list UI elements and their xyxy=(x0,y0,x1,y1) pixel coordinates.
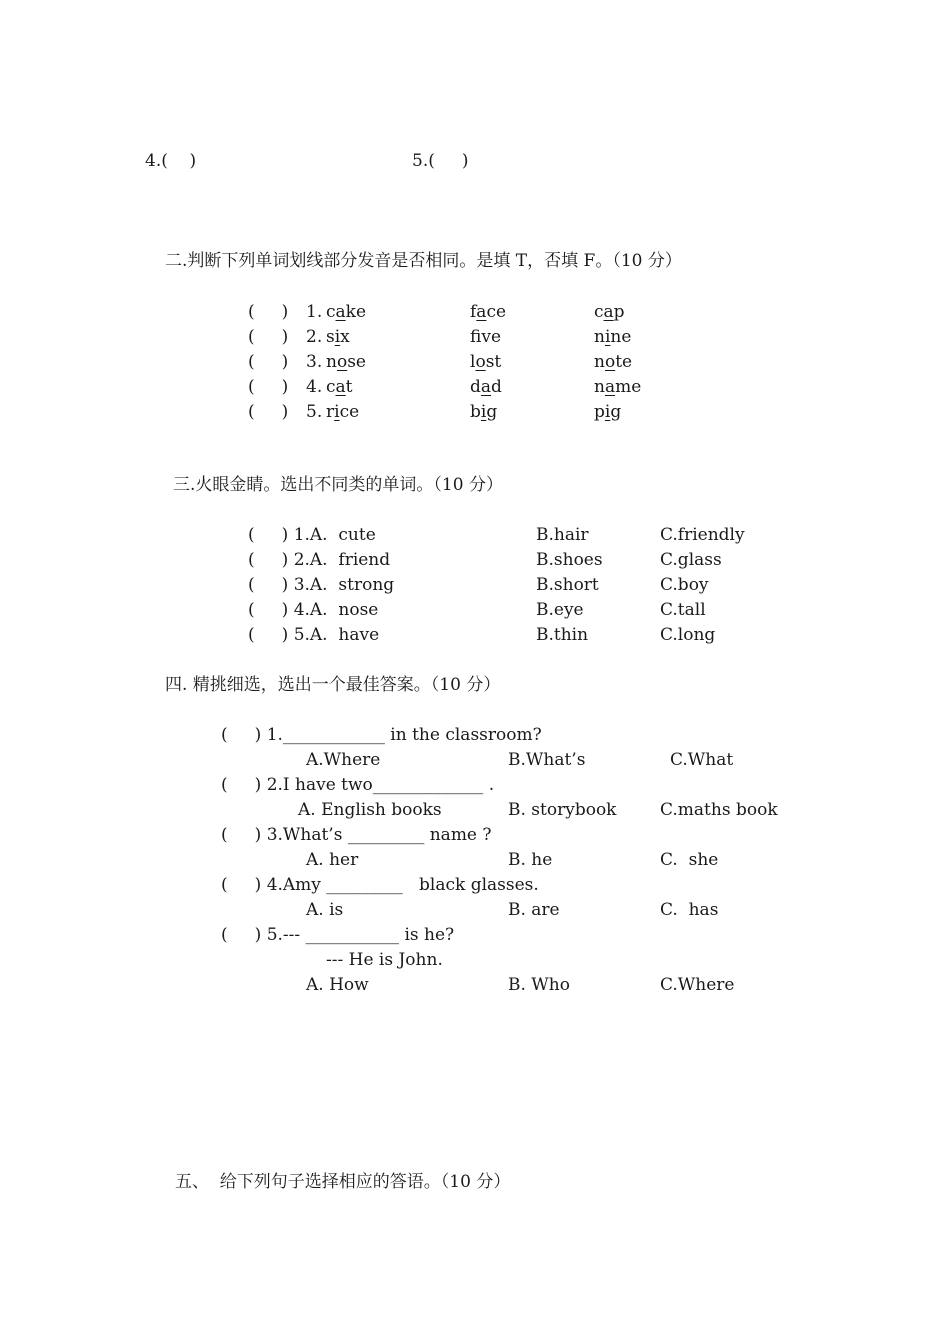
s2-underlined-letters: a xyxy=(604,377,616,397)
s4-q3: ( ) 3.What’s _________ name ? xyxy=(221,825,492,845)
s3-q3-b: B.short xyxy=(536,575,599,595)
s2-word xyxy=(470,376,502,398)
s2-question-number: 5. xyxy=(306,402,323,422)
s3-q5-c: C.long xyxy=(660,625,716,645)
s2-underlined-letters: i xyxy=(334,402,340,422)
s2-word xyxy=(594,326,631,348)
s2-word-part: ke xyxy=(345,302,367,322)
s4-q5-answer-line: --- He is John. xyxy=(326,950,443,970)
s3-q5-b: B.thin xyxy=(536,625,589,645)
s2-underlined-letters: a xyxy=(335,302,346,322)
s2-word-part: f xyxy=(470,327,482,347)
s2-word-part: n xyxy=(594,327,605,347)
s2-underlined-letters: o xyxy=(604,352,616,372)
s2-word-part: se xyxy=(347,352,366,372)
s2-word xyxy=(594,401,621,423)
s4-q4-a: A. is xyxy=(306,900,344,920)
s4-q5-c: C.Where xyxy=(660,975,735,995)
s2-word xyxy=(470,301,506,323)
s2-word xyxy=(470,401,497,423)
s2-word-part: c xyxy=(326,302,336,322)
s2-underlined-letters: a xyxy=(335,377,346,397)
s2-answer-paren: ( ) xyxy=(248,352,289,372)
s2-word-part: s xyxy=(326,327,335,347)
section-5-title: 五、 给下列句子选择相应的答语。（10 分） xyxy=(175,1172,511,1192)
s2-question-number: 2. xyxy=(306,327,323,347)
s2-answer-paren: ( ) xyxy=(248,402,289,422)
s2-word-part: d xyxy=(491,377,502,397)
s2-underlined-letters: i xyxy=(604,327,611,347)
s2-word-part: t xyxy=(345,377,353,397)
s2-word-part: ce xyxy=(339,402,360,422)
s2-underlined-letters: o xyxy=(475,352,486,372)
s3-q1-b: B.hair xyxy=(536,525,589,545)
s3-q2-c: C.glass xyxy=(660,550,722,570)
s2-word xyxy=(326,326,350,348)
s2-word xyxy=(594,376,641,398)
s2-word xyxy=(594,351,632,373)
s4-q3-b: B. he xyxy=(508,850,553,870)
s3-q4: ( ) 4.A. nose xyxy=(248,600,379,620)
s3-q3: ( ) 3.A. strong xyxy=(248,575,395,595)
s2-word-part: n xyxy=(594,377,605,397)
item-4: 4.( ) xyxy=(145,151,197,171)
s3-q1-c: C.friendly xyxy=(660,525,745,545)
section-2-title: 二.判断下列单词划线部分发音是否相同。是填 T，否填 F。（10 分） xyxy=(165,251,682,271)
s2-word-part: x xyxy=(340,327,350,347)
s4-q2-a: A. English books xyxy=(298,800,442,820)
s4-q2-c: C.maths book xyxy=(660,800,778,820)
item-5: 5.( ) xyxy=(412,151,469,171)
s2-word-part: c xyxy=(326,377,336,397)
s4-q3-c: C. she xyxy=(660,850,719,870)
s2-word-part: ne xyxy=(610,327,632,347)
s2-word-part: p xyxy=(613,302,625,322)
s4-q5: ( ) 5.--- ___________ is he? xyxy=(221,925,455,945)
s2-word-part: b xyxy=(470,402,481,422)
s2-question-number: 4. xyxy=(306,377,323,397)
s2-underlined-letters: a xyxy=(480,377,492,397)
s4-q3-a: A. her xyxy=(306,850,359,870)
s4-q1-a: A.Where xyxy=(306,750,381,770)
s2-word xyxy=(326,401,359,423)
s2-word-part: n xyxy=(594,352,605,372)
s2-word-part: ce xyxy=(486,302,507,322)
s2-word-part: f xyxy=(470,302,477,322)
s2-word xyxy=(326,376,353,398)
s2-underlined-letters: i xyxy=(604,402,611,422)
s3-q4-c: C.tall xyxy=(660,600,706,620)
s2-word xyxy=(594,301,625,323)
s2-underlined-letters: i xyxy=(480,402,487,422)
s4-q5-b: B. Who xyxy=(508,975,570,995)
s2-answer-paren: ( ) xyxy=(248,327,289,347)
s4-q1-b: B.What’s xyxy=(508,750,586,770)
s4-q1-c: C.What xyxy=(670,750,734,770)
s3-q2-b: B.shoes xyxy=(536,550,603,570)
s2-word-part: st xyxy=(485,352,502,372)
s3-q2: ( ) 2.A. friend xyxy=(248,550,391,570)
s2-underlined-letters: i xyxy=(334,327,341,347)
s4-q4-c: C. has xyxy=(660,900,719,920)
s2-question-number: 3. xyxy=(306,352,323,372)
s3-q1: ( ) 1.A. cute xyxy=(248,525,376,545)
s2-word-part: r xyxy=(326,402,335,422)
s3-q4-b: B.eye xyxy=(536,600,584,620)
s4-q1: ( ) 1.____________ in the classroom? xyxy=(221,725,542,745)
s2-word xyxy=(470,326,501,348)
s3-q5: ( ) 5.A. have xyxy=(248,625,380,645)
s4-q4-b: B. are xyxy=(508,900,560,920)
s2-word-part: n xyxy=(326,352,337,372)
s2-underlined-letters: a xyxy=(476,302,487,322)
s2-word-part: te xyxy=(615,352,633,372)
s2-word-part: g xyxy=(486,402,498,422)
s2-answer-paren: ( ) xyxy=(248,377,289,397)
s2-word xyxy=(326,301,366,323)
section-3-title: 三.火眼金睛。选出不同类的单词。（10 分） xyxy=(173,475,503,495)
s2-word-part: p xyxy=(594,402,605,422)
section-4-title: 四. 精挑细选，选出一个最佳答案。（10 分） xyxy=(165,675,501,695)
s4-q2: ( ) 2.I have two_____________ . xyxy=(221,775,495,795)
s2-underlined-letters: a xyxy=(603,302,614,322)
s2-word-part: c xyxy=(594,302,604,322)
s2-answer-paren: ( ) xyxy=(248,302,289,322)
s2-word-part: l xyxy=(470,352,476,372)
s2-word-part: ve xyxy=(481,327,502,347)
s2-underlined-letters: o xyxy=(336,352,348,372)
s4-q5-a: A. How xyxy=(306,975,369,995)
s2-word xyxy=(326,351,366,373)
s2-word-part: d xyxy=(470,377,481,397)
s2-question-number: 1. xyxy=(306,302,323,322)
s4-q4: ( ) 4.Amy _________ black glasses. xyxy=(221,875,539,895)
s3-q3-c: C.boy xyxy=(660,575,709,595)
s2-word-part: g xyxy=(610,402,622,422)
s4-q2-b: B. storybook xyxy=(508,800,617,820)
s2-word-part: me xyxy=(615,377,642,397)
s2-word xyxy=(470,351,501,373)
